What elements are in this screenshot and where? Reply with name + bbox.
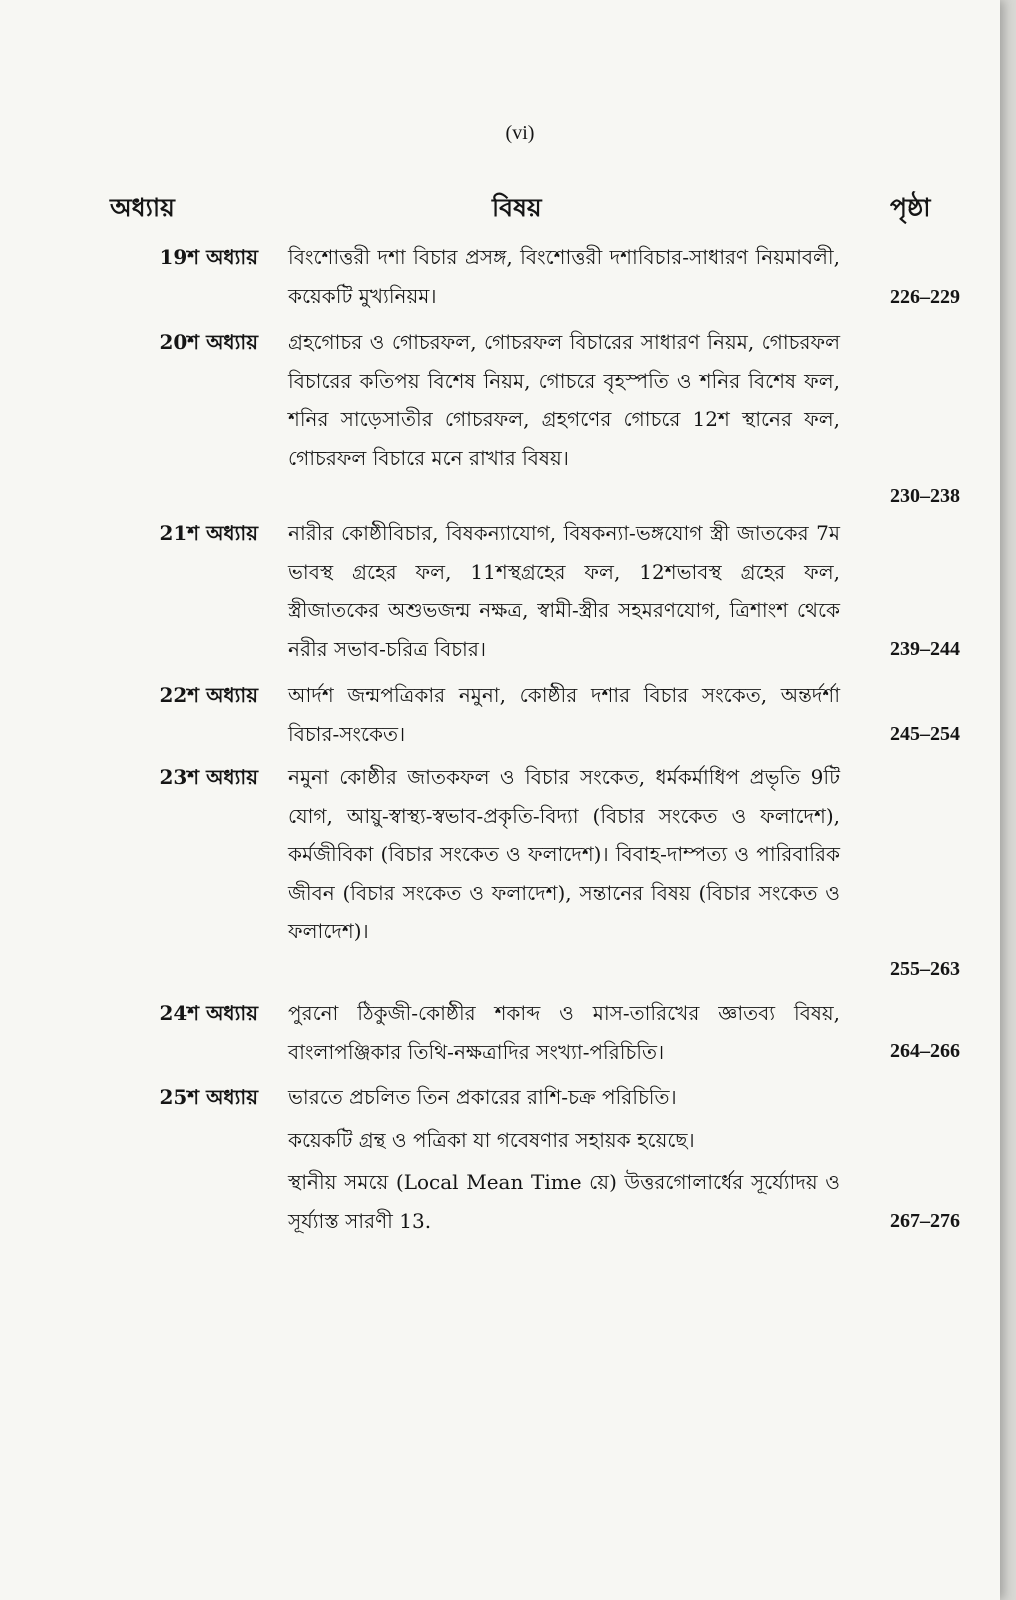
page-range: 245–254	[890, 723, 960, 745]
page-range: 226–229	[890, 286, 960, 308]
page-range: 264–266	[890, 1040, 960, 1062]
column-header-page: পৃষ্ঠা	[890, 193, 931, 222]
toc-entry-23	[0, 758, 1000, 988]
chapter-label: 20শ অধ্যায়	[159, 330, 258, 354]
chapter-description: আর্দশ জন্মপত্রিকার নমুনা, কোষ্ঠীর দশার বিচার সংকেত, অন্তর্দর্শা বিচার-সংকেত।	[288, 683, 840, 746]
column-header-subject: বিষয়	[492, 193, 542, 222]
description-line: স্থানীয় সময়ে (Local Mean Time য়ে) উত্তরগোলার্ধের সূর্য্যোদয় ও সূর্য্যাস্ত সারণী 13.	[288, 1170, 840, 1233]
toc-entry-20	[0, 323, 1000, 515]
toc-entry-19	[0, 238, 1000, 316]
toc-entry-22	[0, 676, 1000, 753]
chapter-label: 23শ অধ্যায়	[159, 765, 258, 789]
chapter-label: 25শ অধ্যায়	[159, 1085, 258, 1109]
description-line: ভারতে প্রচলিত তিন প্রকারের রাশি-চক্র পরিচিতি।	[288, 1085, 677, 1109]
chapter-label: 24শ অধ্যায়	[159, 1001, 258, 1025]
chapter-description: নারীর কোষ্ঠীবিচার, বিষকন্যাযোগ, বিষকন্যা-ভঙ্গযোগ স্ত্রী জাতকের 7ম ভাবস্থ গ্রহের ফল, 11শস্থগ্রহের ফল, 12শভাবস্থ গ্রহের ফল, স্ত্রীজাতকের অশুভজন্ম নক্ষত্র, স্বামী-স্ত্রীর সহমরণযোগ, ত্রিশাংশ থেকে নরীর সভাব-চরিত্র বিচার।	[288, 521, 840, 661]
chapter-description	[288, 1078, 840, 1240]
chapter-description: বিংশোত্তরী দশা বিচার প্রসঙ্গ, বিংশোত্তরী দশাবিচার-সাধারণ নিয়মাবলী, কয়েকটি মুখ্যনিয়ম।	[288, 245, 840, 308]
column-header-chapter: অধ্যায়	[110, 193, 175, 222]
page-range: 239–244	[890, 638, 960, 660]
chapter-label: 19শ অধ্যায়	[159, 245, 258, 269]
page-range: 255–263	[890, 958, 960, 980]
chapter-label: 22শ অধ্যায়	[159, 683, 258, 707]
page-range: 230–238	[890, 485, 960, 507]
chapter-description: নমুনা কোষ্ঠীর জাতকফল ও বিচার সংকেত, ধর্মকর্মাধিপ প্রভৃতি 9টি যোগ, আয়ু-স্বাস্থ্য-স্বভাব-প্রকৃতি-বিদ্যা (বিচার সংকেত ও ফলাদেশ), কর্মজীবিকা (বিচার সংকেত ও ফলাদেশ)। বিবাহ-দাম্পত্য ও পারিবারিক জীবন (বিচার সংকেত ও ফলাদেশ), সন্তানের বিষয় (বিচার সংকেত ও ফলাদেশ)।	[288, 765, 840, 943]
description-line: কয়েকটি গ্রন্থ ও পত্রিকা যা গবেষণার সহায়ক হয়েছে।	[288, 1127, 695, 1152]
toc-entry-25	[0, 1078, 1000, 1240]
chapter-description: গ্রহগোচর ও গোচরফল, গোচরফল বিচারের সাধারণ নিয়ম, গোচরফল বিচারের কতিপয় বিশেষ নিয়ম, গোচরে বৃহস্পতি ও শনির বিশেষ ফল, শনির সাড়েসাতীর গোচরফল, গ্রহগণের গোচরে 12শ স্থানের ফল, গোচরফল বিচারে মনে রাখার বিষয়।	[288, 330, 840, 470]
chapter-description: পুরনো ঠিকুজী-কোষ্ঠীর শকাব্দ ও মাস-তারিখের জ্ঞাতব্য বিষয়, বাংলাপঞ্জিকার তিথি-নক্ষত্রাদির সংখ্যা-পরিচিতি।	[288, 1001, 840, 1064]
toc-entry-24	[0, 994, 1000, 1070]
toc-entry-21	[0, 514, 1000, 668]
chapter-label: 21শ অধ্যায়	[159, 521, 258, 545]
page-number: (vi)	[505, 122, 535, 144]
page-range: 267–276	[890, 1210, 960, 1232]
